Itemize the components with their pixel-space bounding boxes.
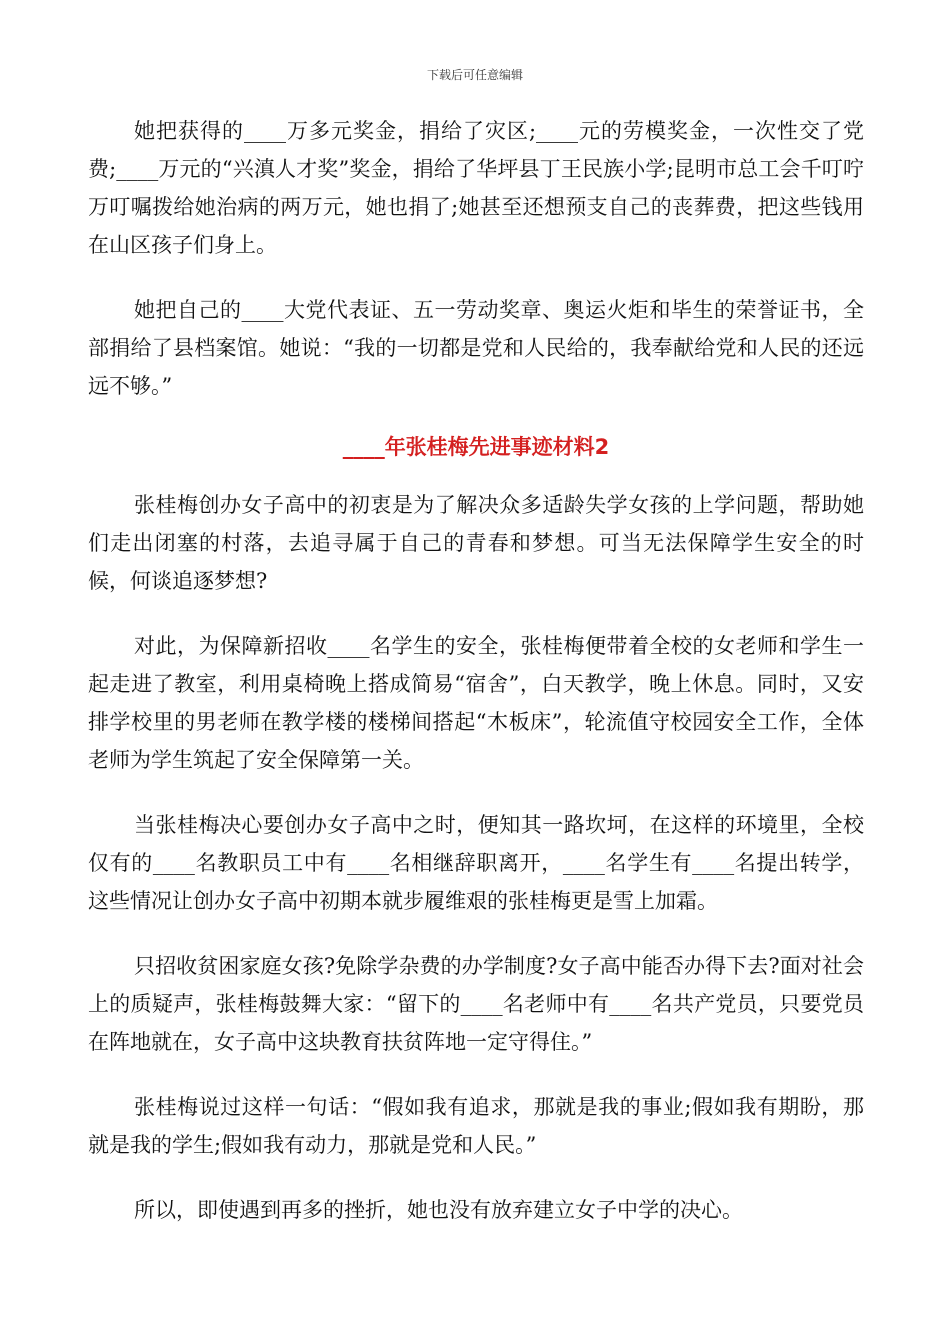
- paragraph: 只招收贫困家庭女孩?免除学杂费的办学制度?女子高中能否办得下去?面对社会上的质疑声，张桂梅鼓舞大家：“留下的____名老师中有____名共产党员，只要党员在阵地就在，女子高中这块教育扶贫阵地一定守得住。”: [88, 954, 864, 1054]
- paragraph: 张桂梅说过这样一句话：“假如我有追求，那就是我的事业;假如我有期盼，那就是我的学生;假如我有动力，那就是党和人民。”: [88, 1095, 864, 1157]
- page-header-note: 下载后可任意编辑: [426, 68, 523, 82]
- document-body: [88, 112, 864, 1256]
- paragraph: 对此，为保障新招收____名学生的安全，张桂梅便带着全校的女老师和学生一起走进了教室，利用桌椅晚上搭成简易“宿舍”，白天教学，晚上休息。同时，又安排学校里的男老师在教学楼的楼梯间搭起“木板床”，轮流值守校园安全工作，全体老师为学生筑起了安全保障第一关。: [88, 634, 864, 772]
- paragraph: 她把自己的____大党代表证、五一劳动奖章、奥运火炬和毕生的荣誉证书，全部捐给了县档案馆。她说：“我的一切都是党和人民给的，我奉献给党和人民的还远远不够。”: [88, 298, 864, 398]
- paragraph: 她把获得的____万多元奖金，捐给了灾区;____元的劳模奖金，一次性交了党费;____万元的“兴滇人才奖”奖金，捐给了华坪县丁王民族小学;昆明市总工会千叮咛万叮嘱拨给她治病的两万元，她也捐了;她甚至还想预支自己的丧葬费，把这些钱用在山区孩子们身上。: [88, 119, 864, 257]
- section-title: ____年张桂梅先进事迹材料2: [342, 435, 610, 459]
- paragraph: 所以，即使遇到再多的挫折，她也没有放弃建立女子中学的决心。: [134, 1198, 743, 1222]
- paragraph: 当张桂梅决心要创办女子高中之时，便知其一路坎坷，在这样的环境里，全校仅有的____名教职员工中有____名相继辞职离开，____名学生有____名提出转学，这些情况让创办女子高中初期本就步履维艰的张桂梅更是雪上加霜。: [88, 813, 864, 913]
- paragraph: 张桂梅创办女子高中的初衷是为了解决众多适龄失学女孩的上学问题，帮助她们走出闭塞的村落，去追寻属于自己的青春和梦想。可当无法保障学生安全的时候，何谈追逐梦想?: [88, 493, 864, 593]
